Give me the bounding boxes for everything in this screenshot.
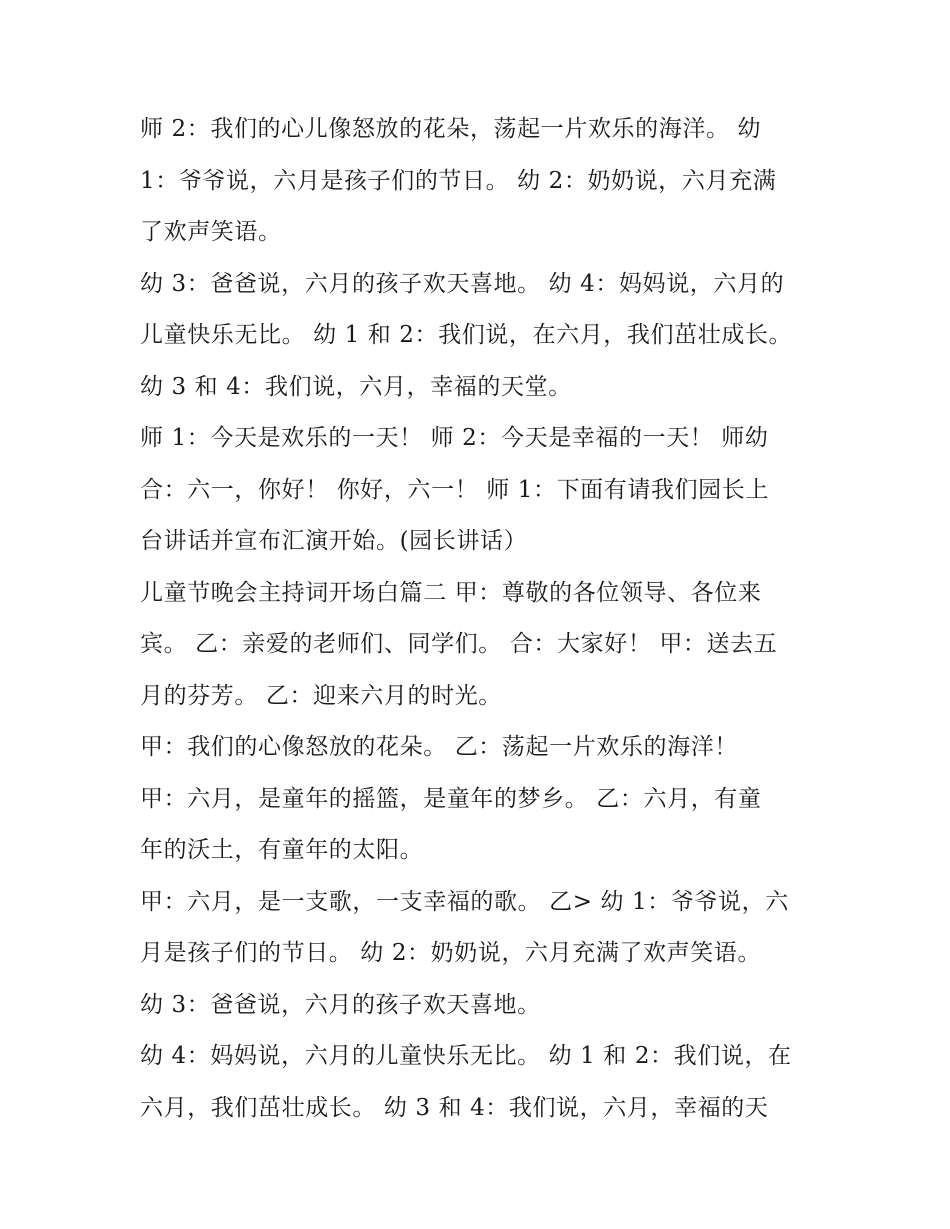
text-line: 甲：六月，是童年的摇篮，是童年的梦乡。 乙：六月，有童 [140, 785, 762, 812]
text-line: 甲：六月，是一支歌，一支幸福的歌。 乙> 幼 1：爷爷说，六 [140, 888, 789, 915]
text-line: 1：爷爷说，六月是孩子们的节日。 幼 2：奶奶说，六月充满 [140, 167, 777, 194]
paragraph [140, 980, 820, 1032]
text-line: 六月，我们茁壮成长。 幼 3 和 4：我们说，六月，幸福的天 [140, 1094, 769, 1121]
text-line: 月的芬芳。 乙：迎来六月的时光。 [140, 682, 502, 709]
text-line: 合：六一，你好！ 你好，六一！ 师 1：下面有请我们园长上 [140, 476, 769, 503]
document-body [140, 104, 820, 1134]
paragraph [140, 877, 820, 980]
text-line: 幼 3：爸爸说，六月的孩子欢天喜地。 幼 4：妈妈说，六月的 [140, 270, 785, 297]
text-line: 儿童快乐无比。 幼 1 和 2：我们说，在六月，我们茁壮成长。 [140, 322, 793, 348]
paragraph [140, 568, 820, 723]
text-line: 幼 4：妈妈说，六月的儿童快乐无比。 幼 1 和 2：我们说，在 [140, 1043, 792, 1069]
paragraph [140, 104, 820, 259]
text-line: 师 1：今天是欢乐的一天！ 师 2：今天是幸福的一天！ 师幼 [140, 425, 769, 451]
text-line: 师 2：我们的心儿像怒放的花朵，荡起一片欢乐的海洋。 幼 [140, 116, 762, 142]
paragraph [140, 774, 820, 877]
text-line: 台讲话并宣布汇演开始。(园长讲话） [140, 528, 528, 554]
paragraph [140, 259, 820, 414]
text-line: 儿童节晚会主持词开场白篇二 甲：尊敬的各位领导、各位来 [140, 579, 762, 606]
text-line: 甲：我们的心像怒放的花朵。 乙：荡起一片欢乐的海洋！ [140, 734, 738, 760]
text-line: 幼 3 和 4：我们说，六月，幸福的天堂。 [140, 373, 572, 400]
paragraph [140, 722, 820, 774]
text-line: 宾。 乙：亲爱的老师们、同学们。 合：大家好！ 甲：送去五 [140, 631, 778, 657]
paragraph [140, 1031, 820, 1134]
text-line: 了欢声笑语。 [140, 219, 282, 245]
text-line: 年的沃土，有童年的太阳。 [140, 837, 424, 863]
text-line: 幼 3：爸爸说，六月的孩子欢天喜地。 [140, 991, 541, 1018]
paragraph [140, 413, 820, 568]
text-line: 月是孩子们的节日。 幼 2：奶奶说，六月充满了欢声笑语。 [140, 940, 762, 966]
